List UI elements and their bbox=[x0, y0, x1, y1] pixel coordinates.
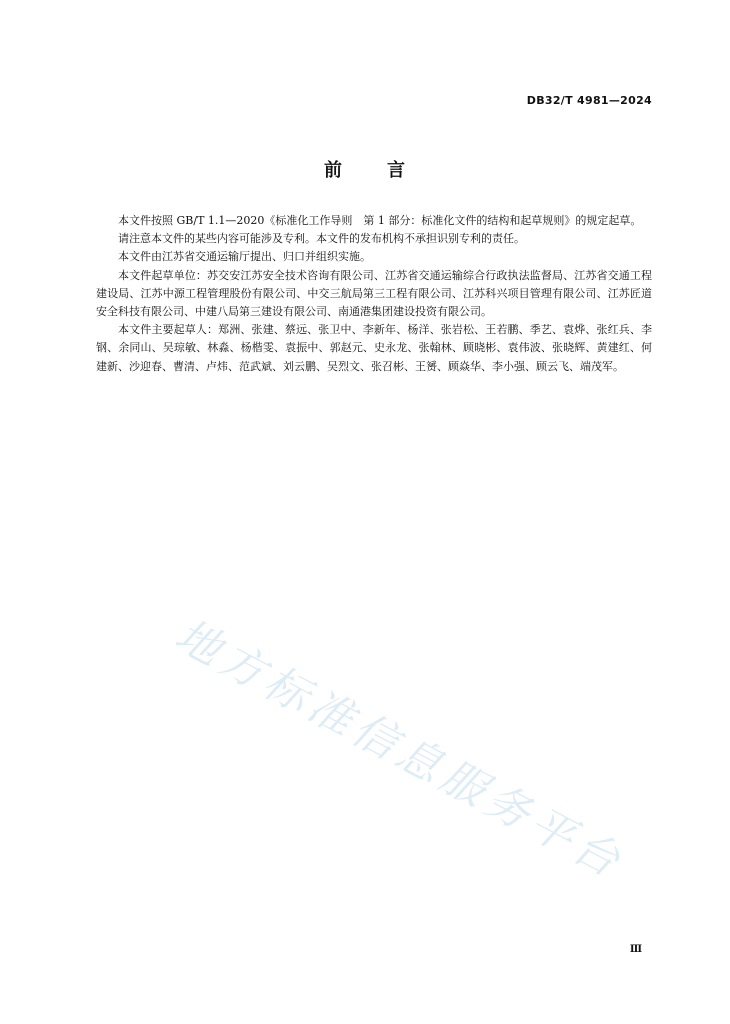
document-code: DB32/T 4981—2024 bbox=[526, 94, 652, 107]
foreword-body bbox=[96, 212, 652, 376]
page-number: Ⅲ bbox=[629, 944, 642, 955]
title-char-2: 言 bbox=[387, 160, 406, 181]
paragraph-drafting-rules: 本文件按照 GB/T 1.1—2020《标准化工作导则 第 1 部分：标准化文件的结构和起草规则》的规定起草。 bbox=[118, 214, 642, 227]
page-title bbox=[0, 156, 730, 182]
paragraph-proposer: 本文件由江苏省交通运输厅提出、归口并组织实施。 bbox=[118, 250, 371, 264]
paragraph-patent-notice: 请注意本文件的某些内容可能涉及专利。本文件的发布机构不承担识别专利的责任。 bbox=[118, 232, 525, 246]
paragraph-drafters: 本文件主要起草人：郑洲、张建、蔡远、张卫中、李新年、杨洋、张岩松、王若鹏、季艺、袁烨、张红兵、李钢、余同山、吴琼敏、林淼、杨楷雯、袁振中、郭赵元、史永龙、张翰林、顾晓彬、袁伟波、张晓辉、黄建红、何建新、沙迎春、曹清、卢炜、范武斌、刘云鹏、吴烈文、张召彬、王赟、顾焱华、李小强、顾云飞、端茂军。 bbox=[96, 323, 652, 373]
paragraph-drafting-units: 本文件起草单位：苏交安江苏安全技术咨询有限公司、江苏省交通运输综合行政执法监督局、江苏省交通工程建设局、江苏中源工程管理股份有限公司、中交三航局第三工程有限公司、江苏科兴项目管理有限公司、江苏匠道安全科技有限公司、中建八局第三建设有限公司、南通港集团建设投资有限公司。 bbox=[96, 268, 652, 319]
title-char-1: 前 bbox=[324, 160, 343, 181]
watermark: 地方标准信息服务平台 bbox=[166, 609, 633, 890]
